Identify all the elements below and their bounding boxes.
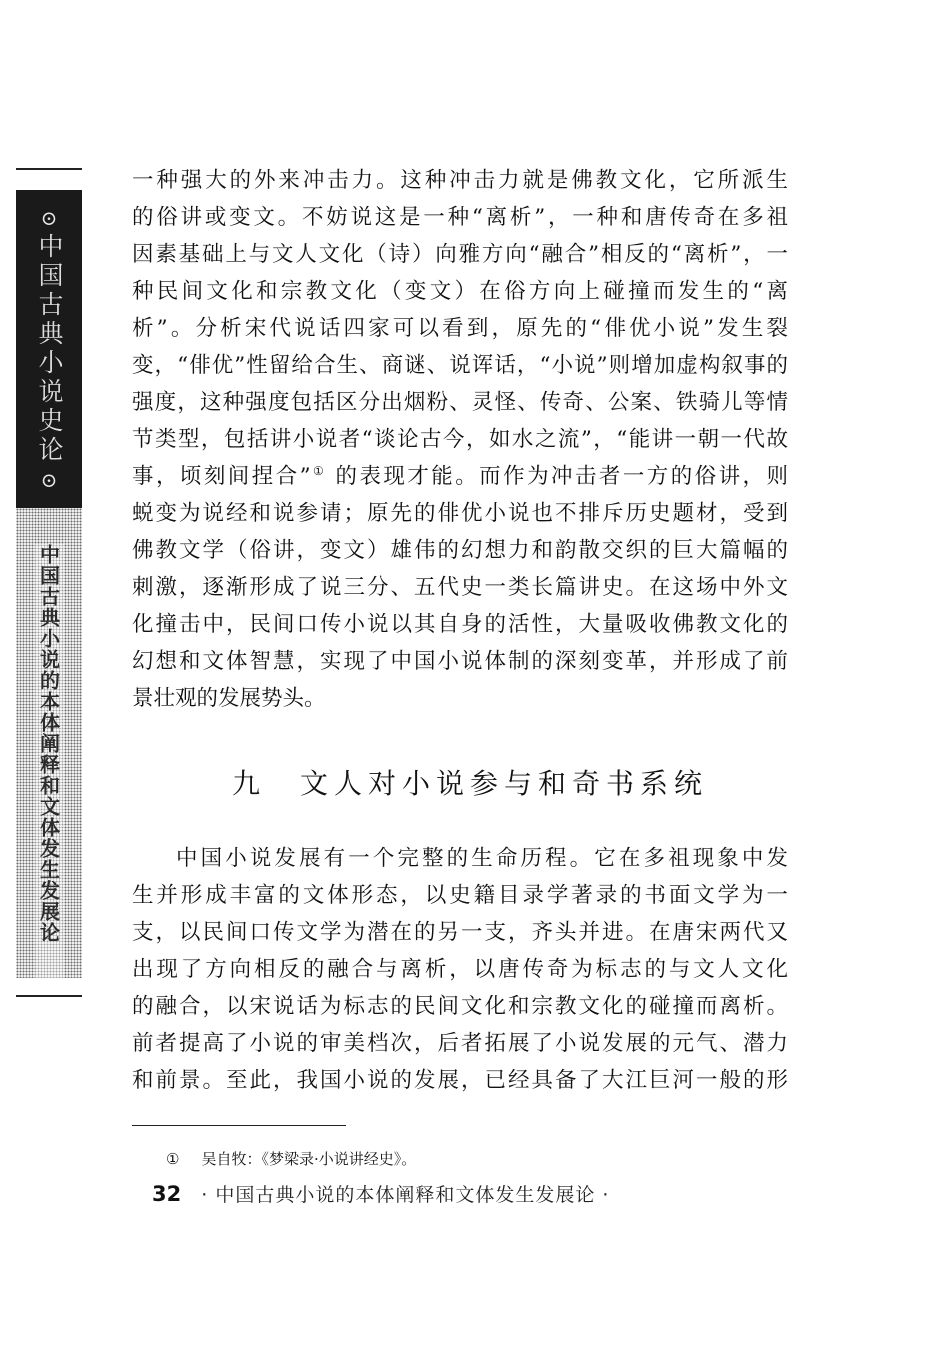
- text-line: 佛教文学（俗讲，变文）雄伟的幻想力和韵散交织的巨大篇幅的: [132, 538, 788, 563]
- section-number: 九: [232, 767, 267, 800]
- text-line: 刺激，逐渐形成了说三分、五代史一类长篇讲史。在这场中外文: [132, 575, 788, 600]
- book-subtitle-vertical: 中国古典小说的本体阐释和文体发生发展论: [35, 544, 64, 978]
- circle-ornament-icon: ⊙: [40, 468, 58, 492]
- text-line-with-footnote: [132, 458, 788, 495]
- paragraph-2: [132, 840, 788, 1099]
- text-line: 的俗讲或变文。不妨说这是一种“离析”，一种和唐传奇在多祖: [132, 205, 788, 230]
- text-line: 出现了方向相反的融合与离析，以唐传奇为标志的与文人文化: [132, 957, 788, 982]
- text-line: 变，“俳优”性留给合生、商谜、说诨话，“小说”则增加虚构叙事的: [132, 353, 788, 378]
- page-number: 32: [152, 1182, 182, 1206]
- text-segment: 的表现才能。而作为冲击者一方的俗讲，则: [326, 464, 788, 489]
- section-heading: [232, 762, 732, 802]
- margin-rule-bottom: [16, 995, 82, 997]
- section-title: 文人对小说参与和奇书系统: [300, 767, 709, 800]
- text-line: 景壮观的发展势头。: [132, 686, 326, 711]
- series-title: 中国古典小说史论: [35, 233, 64, 465]
- side-tab-dotted: [16, 508, 82, 978]
- text-line: 支，以民间口传文学为潜在的另一支，齐头并进。在唐宋两代又: [132, 920, 788, 945]
- margin-rule-top: [16, 168, 82, 170]
- text-segment: 事，顷刻间捏合”: [132, 464, 311, 489]
- text-line: 的融合，以宋说话为标志的民间文化和宗教文化的碰撞而离析。: [132, 994, 788, 1019]
- text-line: 前者提高了小说的审美档次，后者拓展了小说发展的元气、潜力: [132, 1031, 788, 1056]
- page-footer: [152, 1180, 609, 1207]
- footnote: [166, 1148, 416, 1169]
- text-line: 因素基础上与文人文化（诗）向雅方向“融合”相反的“离析”，一: [132, 242, 788, 267]
- text-line: 和前景。至此，我国小说的发展，已经具备了大江巨河一般的形: [132, 1068, 788, 1093]
- text-line: 蜕变为说经和说参请；原先的俳优小说也不排斥历史题材，受到: [132, 501, 788, 526]
- circle-ornament-icon: ⊙: [40, 206, 58, 230]
- footnote-rule: [132, 1125, 346, 1126]
- side-tab-dark: [16, 190, 82, 508]
- text-line: 强度，这种强度包括区分出烟粉、灵怪、传奇、公案、铁骑儿等情: [132, 390, 788, 415]
- text-line: 一种强大的外来冲击力。这种冲击力就是佛教文化，它所派生: [132, 168, 788, 193]
- footnote-reference[interactable]: ①: [310, 463, 327, 478]
- text-line: 节类型，包括讲小说者“谈论古今，如水之流”，“能讲一朝一代故: [132, 427, 788, 452]
- text-line: 化撞击中，民间口传小说以其自身的活性，大量吸收佛教文化的: [132, 612, 788, 637]
- text-line: 生并形成丰富的文体形态，以史籍目录学著录的书面文学为一: [132, 883, 788, 908]
- text-line: 幻想和文体智慧，实现了中国小说体制的深刻变革，并形成了前: [132, 649, 788, 674]
- text-line: 析”。分析宋代说话四家可以看到，原先的“俳优小说”发生裂: [132, 316, 788, 341]
- text-line: 中国小说发展有一个完整的生命历程。它在多祖现象中发: [176, 846, 788, 871]
- running-title: · 中国古典小说的本体阐释和文体发生发展论 ·: [201, 1184, 610, 1206]
- text-line: 种民间文化和宗教文化（变文）在俗方向上碰撞而发生的“离: [132, 279, 788, 304]
- footnote-text: 吴自牧：《梦梁录·小说讲经史》。: [201, 1150, 417, 1168]
- footnote-mark: ①: [166, 1150, 180, 1168]
- paragraph-1: [132, 162, 788, 717]
